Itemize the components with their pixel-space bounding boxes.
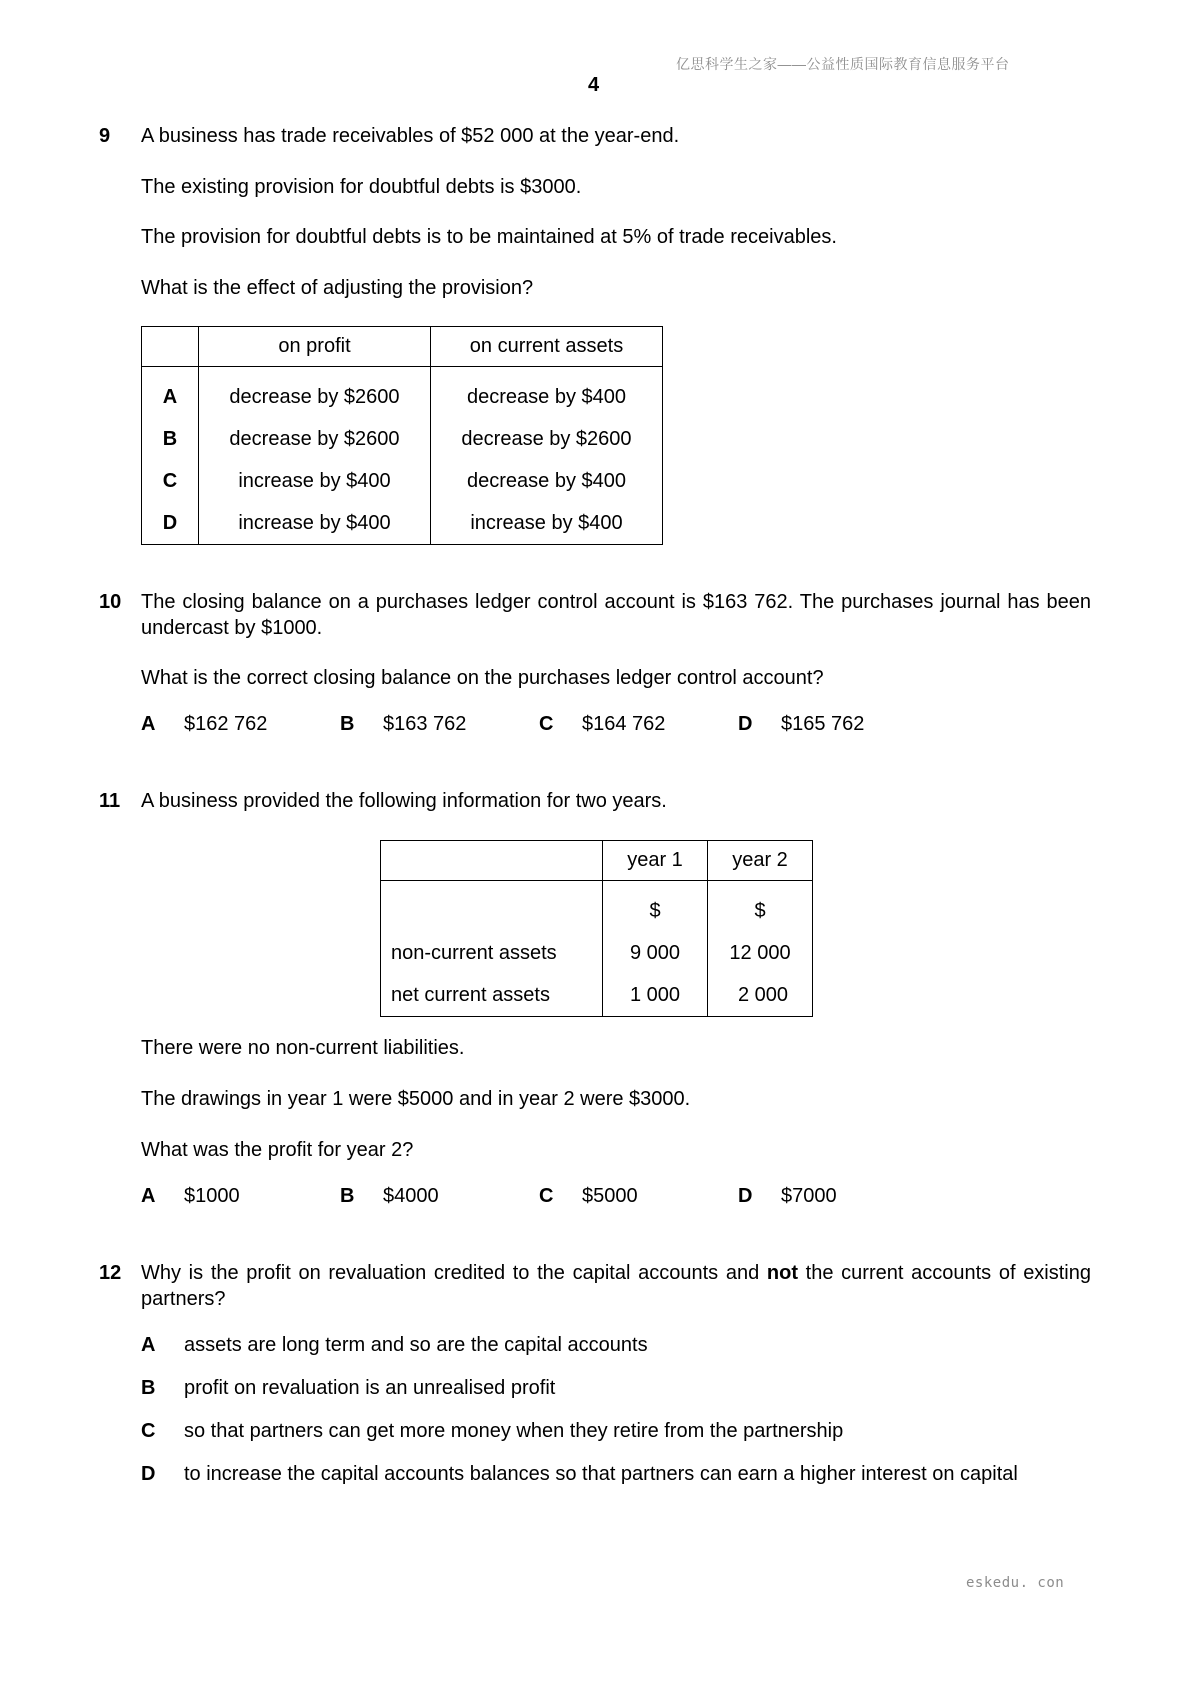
row-label: non-current assets [381,933,603,975]
year2-value: 12 000 [708,933,813,975]
question-text [141,1260,1091,1312]
option-text: $5000 [582,1185,638,1207]
currency-symbol: $ [603,881,708,933]
option-text: $1000 [184,1185,240,1207]
profit-effect: decrease by $2600 [199,367,431,419]
option-letter: D [738,713,753,735]
question-prompt: What is the correct closing balance on the purchases ledger control account? [141,667,824,689]
currency-row [381,881,813,933]
answer-table [141,326,663,545]
question-text-part: Why is the profit on revaluation credited to the capital accounts and [141,1262,767,1284]
question-text-part: the current accounts of existing partners? [141,1262,1092,1310]
option-text: $162 762 [184,713,268,735]
table-corner-cell [142,327,199,367]
assets-effect: increase by $400 [431,503,663,545]
table-row [381,933,813,975]
table-row [142,461,663,503]
option-letter: C [539,1185,554,1207]
option-text: to increase the capital accounts balances so that partners can earn a higher interest on capital [184,1463,1018,1485]
table-row [381,975,813,1017]
question-text: There were no non-current liabilities. [141,1037,465,1059]
option-letter: B [141,1377,156,1399]
row-label: net current assets [381,975,603,1017]
question-prompt: What is the effect of adjusting the provision? [141,277,534,299]
option-letter: D [142,503,199,545]
table-row [142,367,663,419]
profit-effect: increase by $400 [199,461,431,503]
option-text: $4000 [383,1185,439,1207]
profit-effect: decrease by $2600 [199,419,431,461]
currency-symbol: $ [708,881,813,933]
option-letter: D [738,1185,753,1207]
option-letter: C [141,1420,156,1442]
emphasis-not: not [766,1262,798,1284]
question-text: The drawings in year 1 were $5000 and in year 2 were $3000. [141,1088,691,1110]
profit-effect: increase by $400 [199,503,431,545]
question-number: 10 [99,591,122,613]
option-letter: B [340,713,355,735]
question-text: The provision for doubtful debts is to be maintained at 5% of trade receivables. [141,226,837,248]
option-letter: C [142,461,199,503]
option-letter: A [141,1334,156,1356]
table-row [142,503,663,545]
option-letter: A [142,367,199,419]
table-cell [381,881,603,933]
table-row [142,419,663,461]
page-number: 4 [588,74,600,96]
question-number: 11 [99,790,121,812]
year1-value: 9 000 [603,933,708,975]
option-text: assets are long term and so are the capital accounts [184,1334,648,1356]
column-header-profit: on profit [199,327,431,367]
question-prompt: What was the profit for year 2? [141,1139,414,1161]
option-text: so that partners can get more money when they retire from the partnership [184,1420,844,1442]
question-number: 9 [99,125,111,147]
option-letter: A [141,1185,156,1207]
financial-data-table [380,840,813,1017]
assets-effect: decrease by $400 [431,367,663,419]
question-text: A business provided the following information for two years. [141,790,667,812]
watermark-bottom: eskedu. con [966,1575,1065,1591]
year2-value: 2 000 [708,975,813,1017]
question-text: The existing provision for doubtful debts is $3000. [141,176,582,198]
question-number: 12 [99,1262,122,1284]
option-letter: B [142,419,199,461]
option-letter: B [340,1185,355,1207]
assets-effect: decrease by $400 [431,461,663,503]
assets-effect: decrease by $2600 [431,419,663,461]
table-header-row [381,841,813,881]
option-letter: A [141,713,156,735]
table-header-row [142,327,663,367]
column-header-assets: on current assets [431,327,663,367]
column-header-year2: year 2 [708,841,813,881]
option-text: profit on revaluation is an unrealised profit [184,1377,556,1399]
option-text: $7000 [781,1185,837,1207]
option-text: $165 762 [781,713,865,735]
option-letter: C [539,713,554,735]
question-text: A business has trade receivables of $52 000 at the year-end. [141,125,680,147]
option-text: $163 762 [383,713,467,735]
watermark-top: 亿思科学生之家——公益性质国际教育信息服务平台 [676,56,1010,72]
option-text: $164 762 [582,713,666,735]
table-corner-cell [381,841,603,881]
column-header-year1: year 1 [603,841,708,881]
option-letter: D [141,1463,156,1485]
question-text: The closing balance on a purchases ledger control account is $163 762. The purchases journal has been undercast by $1000. [141,591,1091,639]
year1-value: 1 000 [603,975,708,1017]
